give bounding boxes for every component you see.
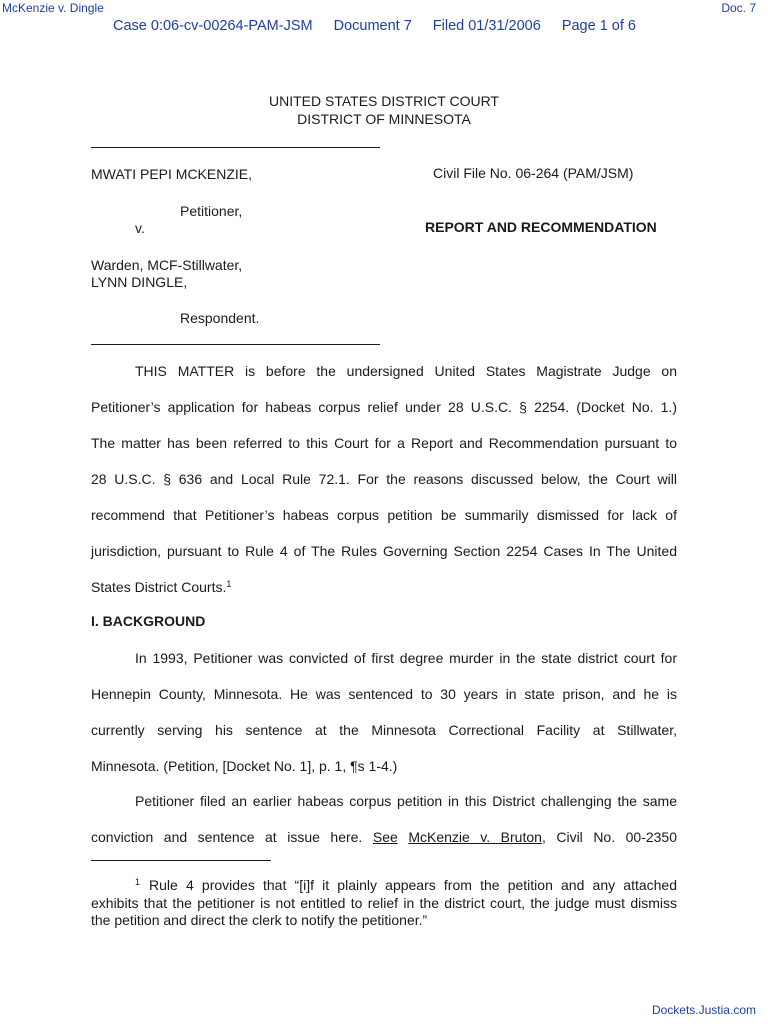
text-fragment: conviction and sentence at issue here. xyxy=(91,829,373,845)
case-citation: McKenzie v. Bruton xyxy=(408,829,542,845)
respondent-role: Respondent. xyxy=(180,310,260,326)
text-line: 28 U.S.C. § 636 and Local Rule 72.1. For the reasons discussed below, the Court will xyxy=(91,471,677,487)
text-line: jurisdiction, pursuant to Rule 4 of The Rules Governing Section 2254 Cases In The United xyxy=(91,543,677,559)
text-fragment: , Civil No. 00-2350 xyxy=(541,829,678,845)
civil-file-number: Civil File No. 06-264 (PAM/JSM) xyxy=(433,165,634,181)
footnote xyxy=(91,877,677,930)
respondent-line-2: LYNN DINGLE, xyxy=(91,274,188,290)
footnote-rule xyxy=(91,860,271,861)
justia-link[interactable]: Dockets.Justia.com xyxy=(651,1003,756,1017)
text-line: Hennepin County, Minnesota. He was sentenced to 30 years in state prison, and he is xyxy=(91,686,677,702)
document-number: Document 7 xyxy=(333,18,412,34)
text-line: currently serving his sentence at the Minnesota Correctional Facility at Stillwater, xyxy=(91,722,677,738)
text-line xyxy=(91,877,677,895)
text-fragment: States District Courts. xyxy=(91,579,227,595)
section-heading: I. BACKGROUND xyxy=(91,613,206,629)
footnote-mark: 1 xyxy=(135,877,141,887)
text-line: exhibits that the petitioner is not entitled to relief in the district court, the judge must dismiss xyxy=(91,894,677,911)
document-title: REPORT AND RECOMMENDATION xyxy=(425,219,657,235)
case-number: Case 0:06-cv-00264-PAM-JSM xyxy=(113,18,313,34)
paragraph-prior-petition xyxy=(91,783,677,855)
case-title-link[interactable]: McKenzie v. Dingle xyxy=(2,1,104,15)
caption-bottom-rule xyxy=(91,344,380,345)
footnote-reference: 1 xyxy=(226,579,232,589)
text-line: the petition and direct the clerk to notify the petitioner.” xyxy=(91,912,428,928)
filing-header xyxy=(113,18,636,34)
text-line: THIS MATTER is before the undersigned United States Magistrate Judge on xyxy=(135,363,677,379)
court-district: DISTRICT OF MINNESOTA xyxy=(297,111,471,127)
paragraph-intro xyxy=(91,353,677,605)
doc-number-link[interactable]: Doc. 7 xyxy=(721,1,756,15)
petitioner-role: Petitioner, xyxy=(180,203,243,219)
text-line: Minnesota. (Petition, [Docket No. 1], p. 1, ¶s 1-4.) xyxy=(91,758,398,774)
filed-date: Filed 01/31/2006 xyxy=(432,18,541,34)
see-signal: See xyxy=(372,829,398,845)
text-line: The matter has been referred to this Court for a Report and Recommendation pursuant to xyxy=(91,435,677,451)
petitioner-name: MWATI PEPI MCKENZIE, xyxy=(91,166,253,182)
court-name: UNITED STATES DISTRICT COURT xyxy=(269,93,499,109)
text-line xyxy=(91,819,677,855)
versus: v. xyxy=(135,220,145,236)
paragraph-background xyxy=(91,640,677,784)
text-line: In 1993, Petitioner was convicted of first degree murder in the state district court for xyxy=(135,650,677,666)
page-indicator: Page 1 of 6 xyxy=(561,18,636,34)
text-line: Petitioner’s application for habeas corpus relief under 28 U.S.C. § 2254. (Docket No. 1.) xyxy=(91,399,677,415)
respondent-line-1: Warden, MCF-Stillwater, xyxy=(91,257,243,273)
text-fragment: Rule 4 provides that “[i]f it plainly appears from the petition and any attached xyxy=(149,877,677,893)
text-line: Petitioner filed an earlier habeas corpus petition in this District challenging the same xyxy=(135,793,677,809)
caption-top-rule xyxy=(91,147,380,148)
text-line xyxy=(91,569,677,605)
text-line: recommend that Petitioner’s habeas corpus petition be summarily dismissed for lack of xyxy=(91,507,677,523)
